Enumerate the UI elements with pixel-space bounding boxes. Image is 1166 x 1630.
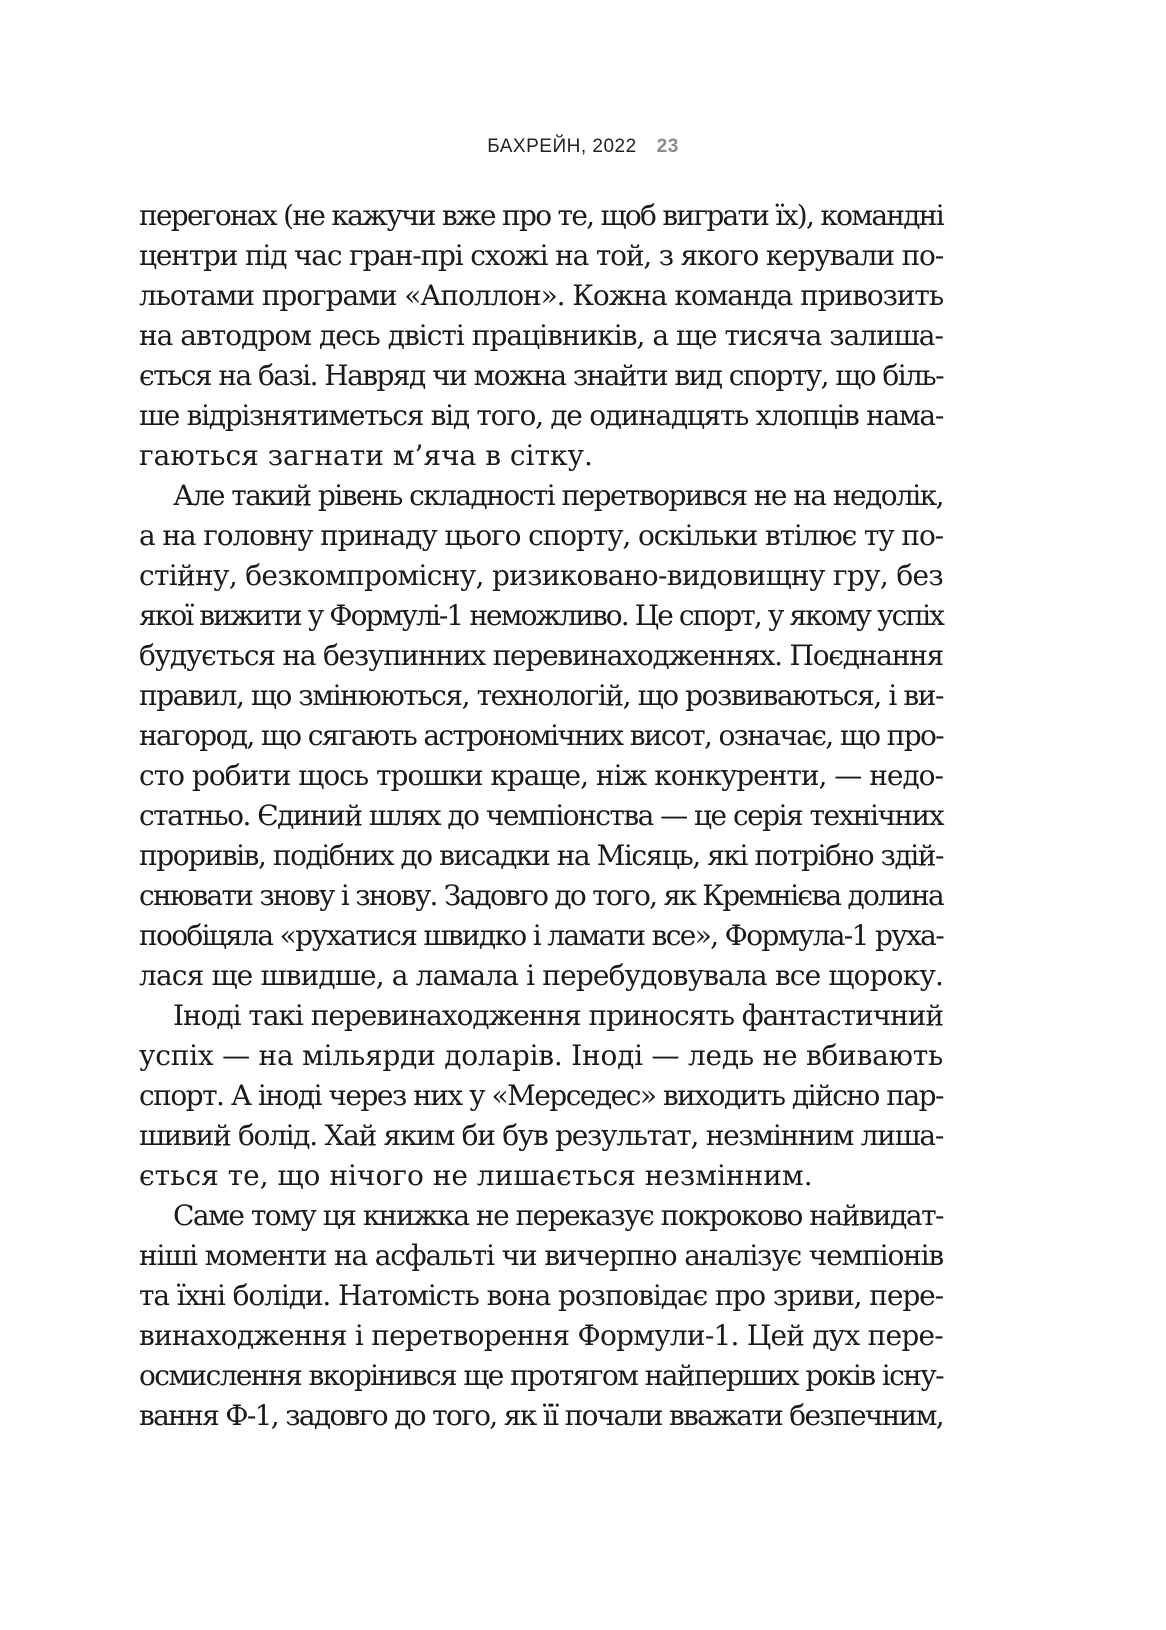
text-line: ється на базі. Навряд чи можна знайти вид спорту, що біль- bbox=[139, 359, 943, 392]
text-line: ється те, що нічого не лишається незмінним. bbox=[139, 1159, 813, 1192]
text-line: льотами програми «Аполлон». Кожна команда привозить bbox=[139, 279, 943, 312]
paragraph bbox=[139, 1196, 943, 1436]
text-line: винаходження і перетворення Формули-1. Цей дух пере- bbox=[139, 1319, 943, 1352]
body-text bbox=[139, 196, 943, 1436]
text-line: гаються загнати м’яча в сітку. bbox=[139, 439, 593, 472]
paragraph bbox=[139, 996, 943, 1196]
text-line: центри під час гран-прі схожі на той, з якого керували по- bbox=[139, 239, 944, 272]
text-line: нагород, що сягають астрономічних висот, означає, що про- bbox=[139, 719, 943, 752]
text-line: успіх — на мільярди доларів. Іноді — ледь не вбивають bbox=[139, 1039, 944, 1072]
text-line: а на головну принаду цього спорту, оскільки втілює ту по- bbox=[139, 519, 944, 552]
text-line: пообіцяла «рухатися швидко і ламати все», Формула-1 руха- bbox=[139, 919, 944, 952]
text-line: снювати знову і знову. Задовго до того, як Кремнієва долина bbox=[139, 879, 943, 912]
text-line: стійну, безкомпромісну, ризиковано-видовищну гру, без bbox=[139, 559, 944, 592]
text-line: на автодром десь двісті працівників, а ще тисяча залиша- bbox=[139, 319, 943, 352]
text-line: сто робити щось трошки краще, ніж конкуренти, — недо- bbox=[139, 759, 944, 792]
running-head-title: БАХРЕЙН, 2022 bbox=[487, 136, 637, 157]
text-line: вання Ф-1, задовго до того, як її почали вважати безпечним, bbox=[139, 1399, 944, 1432]
text-line: лася ще швидше, а ламала і перебудовувала все щороку. bbox=[139, 959, 943, 992]
text-line: та їхні боліди. Натомість вона розповідає про зриви, пере- bbox=[139, 1279, 943, 1312]
text-line: Але такий рівень складності перетворився не на недолік, bbox=[173, 479, 943, 512]
text-line: якої вижити у Формулі-1 неможливо. Це спорт, у якому успіх bbox=[139, 599, 944, 632]
paragraph bbox=[139, 476, 943, 996]
text-line: осмислення вкорінився ще протягом найперших років існу- bbox=[139, 1359, 944, 1392]
text-line: проривів, подібних до висадки на Місяць, які потрібно здій- bbox=[139, 839, 943, 872]
text-line: будується на безупинних перевинаходженнях. Поєднання bbox=[139, 639, 943, 672]
text-line: спорт. А іноді через них у «Мерседес» виходить дійсно пар- bbox=[139, 1079, 943, 1112]
running-head bbox=[0, 136, 1166, 158]
page-number: 23 bbox=[656, 136, 679, 157]
text-line: Саме тому ця книжка не переказує покроково найвидат- bbox=[173, 1199, 943, 1232]
text-line: ніші моменти на асфальті чи вичерпно аналізує чемпіонів bbox=[139, 1239, 944, 1272]
text-line: шивий болід. Хай яким би був результат, незмінним лиша- bbox=[139, 1119, 944, 1152]
text-line: ше відрізнятиметься від того, де одинадцять хлопців нама- bbox=[139, 399, 943, 432]
text-line: правил, що змінюються, технологій, що розвиваються, і ви- bbox=[139, 679, 943, 712]
text-line: перегонах (не кажучи вже про те, щоб виграти їх), командні bbox=[139, 199, 943, 232]
text-line: Іноді такі перевинаходження приносять фантастичний bbox=[173, 999, 943, 1032]
paragraph bbox=[139, 196, 943, 476]
text-line: статньо. Єдиний шлях до чемпіонства — це серія технічних bbox=[139, 799, 943, 832]
